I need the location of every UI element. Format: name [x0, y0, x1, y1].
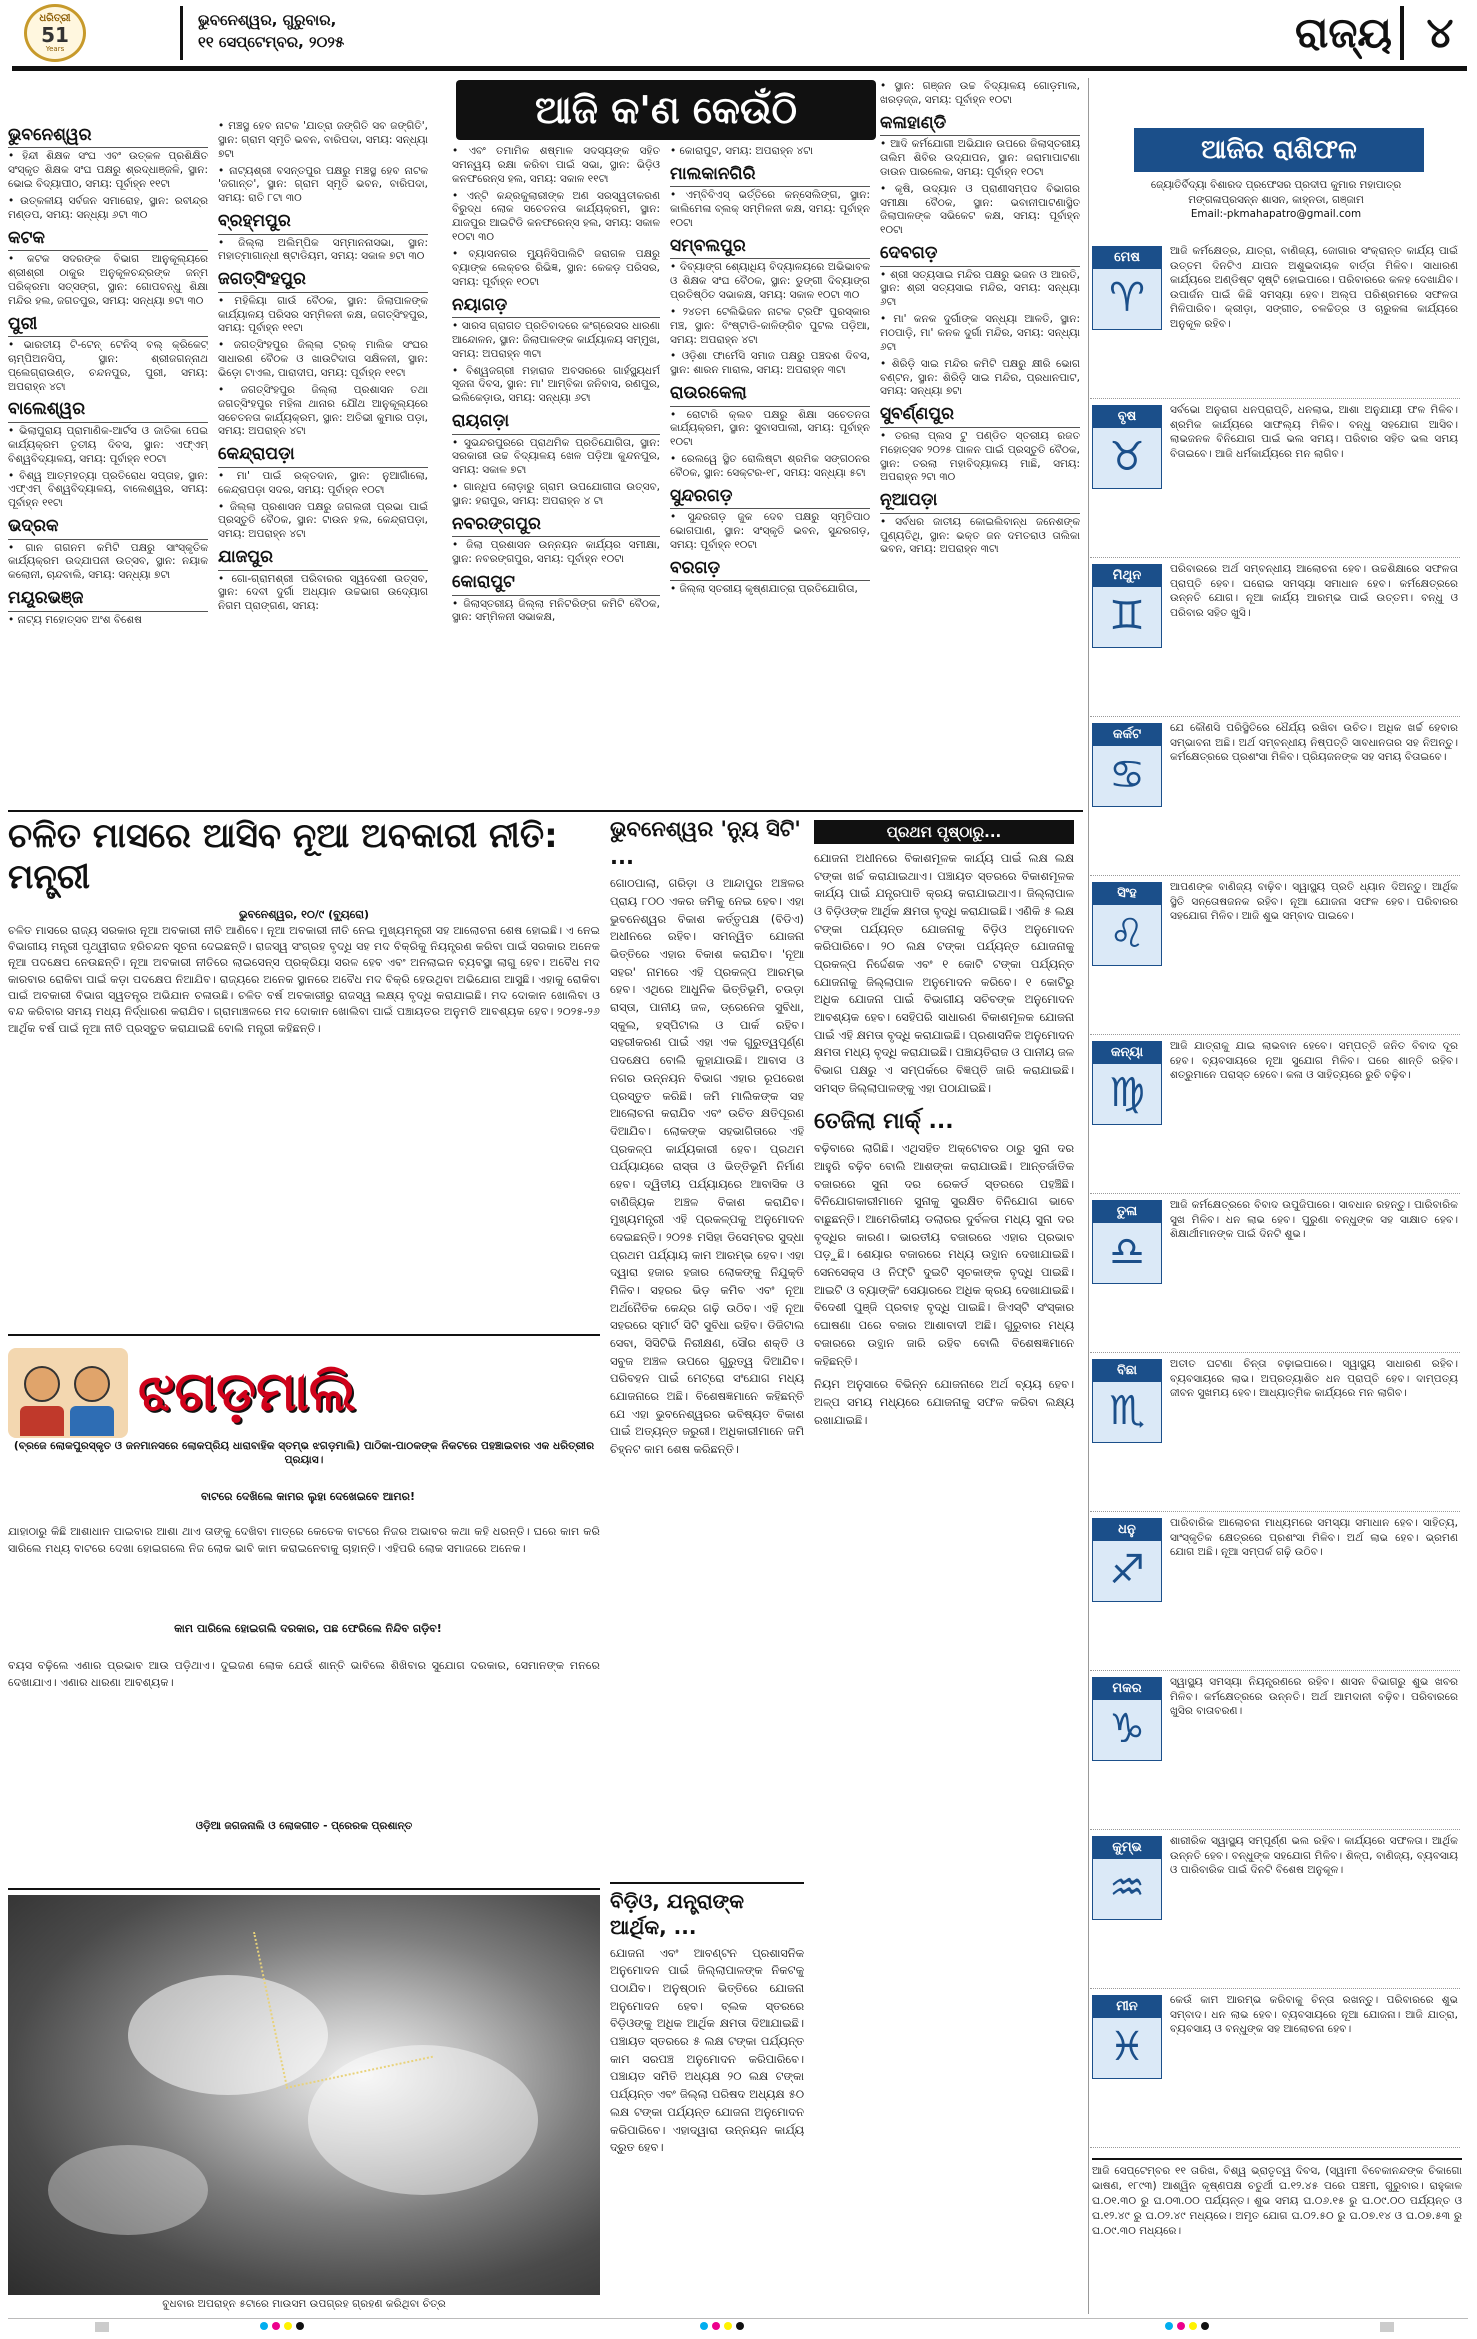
- front-page-continuation: [814, 850, 1074, 2320]
- rashi-name: ମକର: [1093, 1678, 1161, 1700]
- front-page-bar: [814, 820, 1074, 844]
- print-mark: [736, 2322, 744, 2330]
- jhagadamali-credit: ଓଡ଼ିଆ ଜଗଜନାଲି ଓ ଲୋକଗୀତ - ପ୍ରେରକ ପ୍ରଶାନ୍ତ: [195, 1820, 413, 1832]
- district-heading: ଦେବଗଡ଼: [880, 242, 1080, 266]
- event-item: • ମା' କନକ ଦୁର୍ଗାଙ୍କ ସନ୍ଧ୍ୟା ଆଳତି, ସ୍ଥାନ: ମଠପାଡ଼ି, ମା' କନକ ଦୁର୍ଗା ମନ୍ଦିର, ସମୟ: ସନ୍ଧ୍ୟା ୬ଟା: [880, 313, 1080, 355]
- rashi-prediction: କେଉଁ କାମ ଆରମ୍ଭ କରିବାକୁ ଚିନ୍ତା ରଖନ୍ତୁ। ପରିବାରରେ ଶୁଭ ସମ୍ବାଦ। ଧନ ଲାଭ ହେବ। ବ୍ୟବସାୟରେ ନୂଆ ଯୋଜନା। ଆଜି ଯାତ୍ରା, ବ୍ୟବସାୟ ଓ ବନ୍ଧୁଙ୍କ ସହ ଆଲୋଚନା ହେବ।: [1170, 1994, 1458, 2036]
- rashi-badge: [1092, 564, 1162, 648]
- print-mark: [260, 2322, 268, 2330]
- zodiac-icon: ♎: [1109, 1229, 1145, 1275]
- event-item: • ଆଦି କର୍ମଯୋଗୀ ଅଭିଯାନ ଉପରେ ଜିଲାସ୍ତରୀୟ ତାଲିମ ଶିବିର ଉଦ୍‌ଯାପନ, ସ୍ଥାନ: ଜରାମାପାଟଣା ଡାଉନ ପାରଲେକ, ସମୟ: ପୂର୍ବାହ୍ନ ୧୦ଟା: [880, 138, 1080, 180]
- event-item: • ଉତ୍କଳୀୟ ସର୍ବଜନ ସମାରୋହ, ସ୍ଥାନ: ରବୀନ୍ଦ୍ର ମଣ୍ଡପ, ସମୟ: ସନ୍ଧ୍ୟା ୬ଟା ୩୦: [8, 195, 208, 223]
- rule: [610, 1882, 804, 1884]
- rashi-badge: [1092, 1995, 1162, 2079]
- satellite-caption: ବୁଧବାର ଅପରାହ୍ନ ୫ଟାରେ ମାଉସମ ଉପଗ୍ରହ ଗ୍ରହଣ କରିଥିବା ଚିତ୍ର: [162, 2298, 446, 2310]
- satellite-image: [8, 1895, 600, 2295]
- events-banner: ଆଜି କ'ଣ କେଉଁଠି: [456, 80, 876, 140]
- event-item: • ତରଲା ପ୍ଲସ ଟୁ ପଣ୍ଡିତ ସ୍ତରୀୟ ରଜତ ମହୋତ୍ସବ ୨୦୨୫ ପାଳନ ପାଇଁ ପ୍ରସ୍ତୁତି ବୈଠକ, ସ୍ଥାନ: ତରଲା ମହାବିଦ୍ୟାଳୟ ମାଛି, ସମୟ: ଅପରାହ୍ନ ୨ଟା ୩୦: [880, 430, 1080, 485]
- place-day: ଭୁବନେଶ୍ୱର, ଗୁରୁବାର,: [198, 11, 337, 29]
- district-heading: ନବରଙ୍ଗପୁର: [452, 513, 660, 537]
- rashi-prediction: ଆଜି କର୍ମକ୍ଷେତ୍ର, ଯାତ୍ରା, ବାଣିଜ୍ୟ, ଜୋଗାର ସଂକ୍ରାନ୍ତ କାର୍ଯ୍ୟ ପାଇଁ ଉତ୍ତମ ଦିନଟିଏ ଯାପନ ଅଶୁଭଦାୟକ ବାର୍ତ୍ତା ମିଳିବ। ସାଧାରଣ କାର୍ଯ୍ୟରେ ଅଣ୍ଡିଷ୍ଟ ସୃଷ୍ଟି ହୋଇପାରେ। ପରିବାରରେ କଳହ ଦେଖାଯିବ। ଉପାର୍ଜନ ପାଇଁ କିଛି ସମସ୍ୟା ହେବ। ଅଲ୍ପ ପରିଶ୍ରମରେ ସଫଳତା ମିଳିପାରିବ। କ୍ରୀଡ଼ା, ସଙ୍ଗୀତ, ଚଳଚ୍ଚିତ୍ର ଓ ଚାରୁକଳା କାର୍ଯ୍ୟରେ ଅନୁକୂଳ ରହିବ।: [1170, 245, 1458, 331]
- rashi-prediction: ସ୍ୱାସ୍ଥ୍ୟ ସମସ୍ୟା ନିୟନ୍ତ୍ରଣରେ ରହିବ। ଶାସନ ବିଭାଗରୁ ଶୁଭ ଖବର ମିଳିବ। କର୍ମକ୍ଷେତ୍ରରେ ଉନ୍ନତି। ଅର୍ଥ ଆମଦାନୀ ବଢ଼ିବ। ପରିବାରରେ ଖୁସିର ବାତାବରଣ।: [1170, 1676, 1458, 1718]
- event-item: • ବିଶ୍ୱଜଗ୍ରୀ ମହାରାଜ ଅବସରରେ ଗାର୍ହସ୍ଥ୍ୟଧର୍ମ ସୃଜନା ଦିବସ, ସ୍ଥାନ: ମା' ଆମ୍ବିକା ଜନିବାସ, ରଣପୁର, ଇଲିକେଡ଼ାଉ, ସମୟ: ସନ୍ଧ୍ୟା ୬ଟା: [452, 365, 660, 407]
- rashi-entry: [1090, 240, 1460, 399]
- district-heading: ବ୍ରହ୍ମପୁର: [218, 210, 428, 234]
- rashi-prediction: ଆଜି ଯାତ୍ରାକୁ ଯାଇ ଲାଭବାନ ହେବେ। ସମ୍ପତ୍ତି ଜନିତ ବିବାଦ ଦୂର ହେବ। ବ୍ୟବସାୟରେ ନୂଆ ସୁଯୋଗ ମିଳିବ। ଘରେ ଶାନ୍ତି ରହିବ। ଶତ୍ରୁମାନେ ପରାସ୍ତ ହେବେ। କଳା ଓ ସାହିତ୍ୟରେ ରୁଚି ବଢ଼ିବ।: [1170, 1040, 1458, 1082]
- astrologer-credit: [1095, 178, 1457, 236]
- events-column-2: [218, 120, 428, 805]
- print-mark: [1189, 2322, 1197, 2330]
- events-column-5: [880, 80, 1080, 805]
- zodiac-icon: ♑: [1109, 1706, 1145, 1752]
- rule: [8, 1334, 600, 1336]
- rashi-prediction: ଅତୀତ ଘଟଣା ଚିନ୍ତା ବଢ଼ାଇପାରେ। ସ୍ୱାସ୍ଥ୍ୟ ସାଧାରଣ ରହିବ। ବ୍ୟବସାୟରେ ଲାଭ। ଅପ୍ରତ୍ୟାଶିତ ଧନ ପ୍ରାପ୍ତି ହେବ। ଦାମ୍ପତ୍ୟ ଜୀବନ ସୁଖମୟ ହେବ। ଆଧ୍ୟାତ୍ମିକ କାର୍ଯ୍ୟରେ ମନ ଲାଗିବ।: [1170, 1358, 1458, 1400]
- event-item: • ଗୋ-ଗ୍ରାମଶ୍ରୀ ପରିବାରର ସ୍ୱଦେଶୀ ଉତ୍ସବ, ସ୍ଥାନ: ଦେବୀ ଦୁର୍ଗା ଅଧ୍ୟାନ ଉଚ୍ଚଭାଗ ଉଦ୍ୟୋଗ ନିଗମ ପ୍ରାଙ୍ଗଣ, ସମୟ:: [218, 573, 428, 615]
- print-mark: [95, 2322, 109, 2332]
- event-item: • ଗାନ ଗଗନମ କମିଟି ପକ୍ଷରୁ ସାଂସ୍କୃତିକ କାର୍ଯ୍ୟକ୍ରମ ଉଦ୍‌ଯାପନୀ ଉତ୍ସବ, ସ୍ଥାନ: ନୟାକ କଲୋନୀ, ଚାନ୍ଦବାଲି, ସମୟ: ସନ୍ଧ୍ୟା ୭ଟା: [8, 542, 208, 584]
- rashi-badge: [1092, 405, 1162, 489]
- print-mark: [700, 2322, 708, 2330]
- jhagadamali-subhead-1: ବାଟରେ ଦେଖିଲେ କାମର ଲୁହା ଦେଖେଇବେ ଆମର!: [201, 1490, 415, 1503]
- event-item: • ହିନ୍ଦୀ ଶିକ୍ଷକ ସଂଘ ଏବଂ ଉତ୍କଳ ପ୍ରଶିକ୍ଷିତ ସଂସ୍କୃତ ଶିକ୍ଷକ ସଂଘ ପକ୍ଷରୁ ଶ୍ରଦ୍ଧାଞ୍ଜଳି, ସ୍ଥାନ: ଭୋଇ ବିଦ୍ୟାପୀଠ, ସମୟ: ପୂର୍ବାହ୍ନ ୧୧ଟା: [8, 150, 208, 192]
- events-column-1: [8, 120, 208, 805]
- rashi-badge: [1092, 1041, 1162, 1125]
- jhagadamali-logo: ଝଗଡ଼ମାଲି: [138, 1360, 356, 1423]
- event-item: • ଜଗତ୍‌ସିଂହପୁର ଜିଲ୍ଲା ପ୍ରଶାସନ ତଥା ଜଗତ୍‌ସିଂହପୁର ମହିଳା ଥାନାର ଯୌଥ ଆନୁକୂଲ୍ୟରେ ସଚେତନତା କାର୍ଯ୍ୟକ୍ରମ, ସ୍ଥାନ: ଅତିଭୀ କୁମାର ପଡ଼ା, ସମୟ: ଅପରାହ୍ନ ୪ଟା: [218, 384, 428, 439]
- event-item: • ଜିଲାସ୍ତରୀୟ ଜିଲ୍ଲା ମନିଟରିଙ୍ଗ କମିଟି ବୈଠକ, ସ୍ଥାନ: ସମ୍ମିଳନୀ ସଭାକକ୍ଷ,: [452, 598, 660, 626]
- rashi-badge: [1092, 1677, 1162, 1761]
- rashi-prediction: ପରିବାରରେ ଅର୍ଥ ସମ୍ବନ୍ଧୀୟ ଆଲୋଚନା ହେବ। ଉଚ୍ଚଶିକ୍ଷାରେ ସଫଳତା ପ୍ରାପ୍ତି ହେବ। ଘରୋଇ ସମସ୍ୟା ସମାଧାନ ହେବ। କର୍ମକ୍ଷେତ୍ରରେ ଉନ୍ନତି ଯୋଗ। ନୂଆ କାର୍ଯ୍ୟ ଆରମ୍ଭ ପାଇଁ ଉତ୍ତମ। ବନ୍ଧୁ ଓ ପରିବାର ସହିତ ଖୁସି।: [1170, 563, 1458, 619]
- print-mark: [296, 2322, 304, 2330]
- rashi-entry: [1090, 1989, 1460, 2148]
- district-heading: ଭୁବନେଶ୍ୱର: [8, 124, 208, 148]
- front-page-label: ପ୍ରଥମ ପୃଷ୍ଠାରୁ...: [814, 820, 1074, 844]
- rashi-prediction: ଯେ କୌଣସି ପରିସ୍ଥିତିରେ ଧୈର୍ଯ୍ୟ ରଖିବା ଉଚିତ। ଅଧିକ ଖର୍ଚ୍ଚ ହେବାର ସମ୍ଭାବନା ଅଛି। ଅର୍ଥ ସମ୍ବନ୍ଧୀୟ ନିଷ୍ପତ୍ତି ସାବଧାନତାର ସହ ନିଅନ୍ତୁ। କର୍ମକ୍ଷେତ୍ରରେ ପ୍ରଶଂସା ମିଳିବ। ପ୍ରିୟଜନଙ୍କ ସହ ସମୟ ବିତାଇବେ।: [1170, 722, 1458, 764]
- event-item: • ମଞ୍ଚସ୍ଥ ହେବ ନାଟକ 'ଯାତ୍ରା ଜଙ୍ଗିତି ସବ ଜଙ୍ଗିତି', ସ୍ଥାନ: ଗ୍ରାମ ସ୍ମୃତି ଭବନ, ବାରିପଦା, ସମୟ: ସନ୍ଧ୍ୟା ୭ଟା: [218, 120, 428, 162]
- rashi-badge: [1092, 246, 1162, 330]
- print-mark: [272, 2322, 280, 2330]
- zodiac-icon: ♊: [1109, 593, 1145, 639]
- event-item: • ନାଟ୍ୟଶ୍ରୀ ବସନ୍ତପୁର ପକ୍ଷରୁ ମଞ୍ଚସ୍ଥ ହେବ ନାଟକ 'ଜଗାନ୍ତ', ସ୍ଥାନ: ଗ୍ରାମ ସ୍ମୃତି ଭବନ, ବାରିପଦା, ସମୟ: ରାତି ୮ଟା ୩୦: [218, 165, 428, 207]
- rashi-prediction: ପାରିବାରିକ ଆଲୋଚନା ମାଧ୍ୟମରେ ସମସ୍ୟା ସମାଧାନ ହେବ। ସାହିତ୍ୟ, ସାଂସ୍କୃତିକ କ୍ଷେତ୍ରରେ ପ୍ରଶଂସା ମିଳିବ। ଅର୍ଥ ଲାଭ ହେବ। ଭ୍ରମଣ ଯୋଗ ଅଛି। ନୂଆ ସମ୍ପର୍କ ଗଢ଼ି ଉଠିବ।: [1170, 1517, 1458, 1559]
- headline: ଚଳିତ ମାସରେ ଆସିବ ନୂଆ ଅବକାରୀ ନୀତି: ମନ୍ତ୍ରୀ: [8, 816, 558, 897]
- event-item: • ସୁଭନ୍ଦରପୁରରେ ପ୍ରାଥମିକ ପ୍ରତିଯୋଗିତା, ସ୍ଥାନ: ସରକାରୀ ଉଚ୍ଚ ବିଦ୍ୟାଳୟ ଖେଳ ପଡ଼ିଆ କୁନ୍ଦନପୁର, ସମୟ: ସକାଳ ୭ଟା: [452, 437, 660, 479]
- print-mark: [724, 2322, 732, 2330]
- article-new-city: [610, 816, 804, 1880]
- zodiac-icon: ♏: [1109, 1388, 1145, 1434]
- dateline: [198, 10, 448, 60]
- issue-date: ୧୧ ସେପ୍ଟେମ୍ବର, ୨୦୨୫: [198, 32, 345, 51]
- event-item: • ସୁନ୍ଦରଗଡ଼ ଜୁକ ଦେବ ପକ୍ଷରୁ ସ୍ମୃତିପାଠ ଭୋଗପାଣ, ସ୍ଥାନ: ସଂସ୍କୃତି ଭବନ, ସୁନ୍ଦରଗଡ଼, ସମୟ: ପୂର୍ବାହ୍ନ ୧୦ଟା: [670, 511, 870, 553]
- rashi-entry: [1090, 1035, 1460, 1194]
- zodiac-icon: ♌: [1109, 911, 1145, 957]
- rashi-name: କନ୍ୟା: [1093, 1042, 1161, 1064]
- rashi-name: ତୁଳା: [1093, 1201, 1161, 1223]
- event-item: • ଗାନ୍ଧିପ ଲୋଡ଼ାରୁ ଗ୍ରାମ ଉପଯୋଗୀତା ଉତ୍ସବ, ସ୍ଥାନ: ହରାପୁର, ସମୟ: ଅପରାହ୍ନ ୪ ଟା: [452, 481, 660, 509]
- subheadline: ତେଜିଲା ମାର୍କ୍ ...: [814, 1109, 954, 1135]
- article-text: ଚଳିତ ମାସରେ ରାଜ୍ୟ ସରକାର ନୂଆ ଅବକାରୀ ନୀତି ଆଣିବେ। ନୂଆ ଅବକାରୀ ନୀତି ନେଇ ମୁଖ୍ୟମନ୍ତ୍ରୀ ସହ ଆଲୋଚନା ଶେଷ ହୋଇଛି। ଏ ନେଇ ବିଭାଗୀୟ ମନ୍ତ୍ରୀ ପୃଥ୍ୱୀରାଜ ହରିଚନ୍ଦନ ସୂଚନା ଦେଇଛନ୍ତି। ରାଜସ୍ୱ ସଂଗ୍ରହ ବୃଦ୍ଧି ସହ ମଦ ବିକ୍ରିକୁ ନିୟନ୍ତ୍ରଣ କରିବା ପାଇଁ ସରକାର ଅନେକ ନୂଆ ପଦକ୍ଷେପ ନେଉଛନ୍ତି। ନୂଆ ଅବକାରୀ ନୀତିରେ ଲାଇସେନ୍ସ ପ୍ରକ୍ରିୟା ସରଳ ହେବ ଏବଂ ଅନଲାଇନ ବ୍ୟବସ୍ଥା ଲାଗୁ ହେବ। ଅବୈଧ ମଦ କାରବାର ରୋକିବା ପାଇଁ କଡ଼ା ପଦକ୍ଷେପ ନିଆଯିବ। ରାଜ୍ୟରେ ଅନେକ ସ୍ଥାନରେ ଅବୈଧ ମଦ ବିକ୍ରି ହେଉଥିବା ଅଭିଯୋଗ ଆସୁଛି। ଏହାକୁ ରୋକିବା ପାଇଁ ଅବକାରୀ ବିଭାଗ ସ୍ୱତନ୍ତ୍ର ଅଭିଯାନ ଚଳାଉଛି। ଚଳିତ ବର୍ଷ ଅବକାରୀରୁ ରାଜସ୍ୱ ଲକ୍ଷ୍ୟ ବୃଦ୍ଧି କରାଯାଇଛି। ମଦ ଦୋକାନ ଖୋଲିବା ଓ ବନ୍ଦ କରିବାର ସମୟ ମଧ୍ୟ ନିର୍ଦ୍ଧାରଣ କରାଯିବ। ଗ୍ରାମାଞ୍ଚଳରେ ମଦ ଦୋକାନ ଖୋଲିବା ପାଇଁ ପଞ୍ଚାୟତର ଅନୁମତି ଆବଶ୍ୟକ ହେବ। ୨୦୨୫-୨୬ ଆର୍ଥିକ ବର୍ଷ ପାଇଁ ନୂଆ ନୀତି ପ୍ରସ୍ତୁତ କରାଯାଇଛି ବୋଲି ମନ୍ତ୍ରୀ କହିଛନ୍ତି।: [8, 923, 600, 1035]
- jhagadamali-subhead-2: କାମ ପାରିଲେ ହୋଇଗଲି ଦରକାର, ପଛ ଫେରିଲେ ନିନ୍ଦିବ ଗଡ଼ିବ!: [174, 1622, 442, 1635]
- event-item: • ଏବଂ ତମାମିକ ଶଷ୍ମାଳ ସଦସ୍ୟଙ୍କ ସହିତ ସମନ୍ୱୟ ରକ୍ଷା କରିବା ପାଇଁ ସଭା, ସ୍ଥାନ: ଭିଡ଼ିଓ କନଫରେନ୍ସ ହଲ, ସମୟ: ସକାଳ ୧୧ଟା: [452, 145, 660, 187]
- district-heading: କେନ୍ଦ୍ରାପଡ଼ା: [218, 443, 428, 467]
- rashi-name: କୁମ୍ଭ: [1093, 1837, 1161, 1859]
- event-item: • କୃଷି, ଉଦ୍ୟାନ ଓ ପ୍ରାଣୀସମ୍ପଦ ବିଭାଗର ସମୀକ୍ଷା ବୈଠକ, ସ୍ଥାନ: ଭବାନୀପାଟଣାସ୍ଥିତ ଜିଲାପାଳଙ୍କ ସଭିକେଟ କକ୍ଷ, ସମୟ: ପୂର୍ବାହ୍ନ ୧୦ଟା: [880, 183, 1080, 238]
- rashi-name: ଧନୁ: [1093, 1519, 1161, 1541]
- rashi-badge: [1092, 1200, 1162, 1284]
- event-item: • ସର୍ବଧର ଜାତୀୟ କୋଇଲିବାନ୍ଧ ଜନେଶଙ୍କ ପୁଣ୍ୟତିଥି, ସ୍ଥାନ: ଭକ୍ତ ଜନ ଦମତରାଓ ତାଲିକା ଭବନ, ସମୟ: ଅପରାହ୍ନ ୩ଟା: [880, 516, 1080, 558]
- district-heading: ନୂଆପଡ଼ା: [880, 489, 1080, 513]
- district-heading: ରାୟଗଡ଼ା: [452, 410, 660, 434]
- rashi-badge: [1092, 1836, 1162, 1920]
- dateline: ଭୁବନେଶ୍ୱର, ୧୦/୯ (ବ୍ୟୁରୋ): [239, 908, 369, 921]
- article-text: ନିୟମ ଅନୁସାରେ ବିଭିନ୍ନ ଯୋଜନାରେ ଅର୍ଥ ବ୍ୟୟ ହେବ। ଅଳ୍ପ ସମୟ ମଧ୍ୟରେ ଯୋଜନାକୁ ସଫଳ କରିବା ଲକ୍ଷ୍ୟ ରଖାଯାଇଛି।: [814, 1377, 1074, 1427]
- district-heading: ରାଉରକେଲା: [670, 382, 870, 406]
- district-heading: ଯାଜପୁର: [218, 546, 428, 570]
- event-item: • ଶ୍ରୀ ସତ୍ୟସାଇ ମନ୍ଦିର ପକ୍ଷରୁ ଭଜନ ଓ ଆରତି, ସ୍ଥାନ: ଶ୍ରୀ ସତ୍ୟସାଇ ମନ୍ଦିର, ସମୟ: ସନ୍ଧ୍ୟା ୬ଟା: [880, 269, 1080, 311]
- zodiac-icon: ♋: [1109, 752, 1145, 798]
- article-text: ଗୋଠପାଲା, ଗରିଡ଼ା ଓ ଆନ୍ଦାପୁର ଅଞ୍ଚଳର ପ୍ରାୟ ୮୦୦ ଏକର ଜମିକୁ ନେଇ ହେବ। ଏହା ଭୁବନେଶ୍ୱର ବିକାଶ କର୍ତ୍ତୃପକ୍ଷ (ବିଡିଏ) ଅଧୀନରେ ରହିବ। ସମନ୍ୱିତ ଯୋଜନା ଭିତ୍ତିରେ ଏହାର ବିକାଶ କରାଯିବ। 'ନୂଆ ସହର' ନାମରେ ଏହି ପ୍ରକଳ୍ପ ଆରମ୍ଭ ହେବ। ଏଥିରେ ଆଧୁନିକ ଭିତ୍ତିଭୂମି, ଚଉଡ଼ା ରାସ୍ତା, ପାନୀୟ ଜଳ, ଡ୍ରେନେଜ ସୁବିଧା, ସ୍କୁଲ, ହସ୍ପିଟାଲ ଓ ପାର୍କ ରହିବ। ସହରୀକରଣ ପାଇଁ ଏହା ଏକ ଗୁରୁତ୍ୱପୂର୍ଣ୍ଣ ପଦକ୍ଷେପ ବୋଲି କୁହାଯାଉଛି। ଆବାସ ଓ ନଗର ଉନ୍ନୟନ ବିଭାଗ ଏହାର ରୂପରେଖ ପ୍ରସ୍ତୁତ କରିଛି। ଜମି ମାଲିକଙ୍କ ସହ ଆଲୋଚନା କରାଯିବ ଏବଂ ଉଚିତ କ୍ଷତିପୂରଣ ଦିଆଯିବ। ଲୋକଙ୍କ ସହଭାଗିତାରେ ଏହି ପ୍ରକଳ୍ପ କାର୍ଯ୍ୟକାରୀ ହେବ। ପ୍ରଥମ ପର୍ଯ୍ୟାୟରେ ରାସ୍ତା ଓ ଭିତ୍ତିଭୂମି ନିର୍ମାଣ ହେବ। ଦ୍ୱିତୀୟ ପର୍ଯ୍ୟାୟରେ ଆବାସିକ ଓ ବାଣିଜ୍ୟିକ ଅଞ୍ଚଳ ବିକାଶ କରାଯିବ। ମୁଖ୍ୟମନ୍ତ୍ରୀ ଏହି ପ୍ରକଳ୍ପକୁ ଅନୁମୋଦନ ଦେଇଛନ୍ତି। ୨୦୨୫ ମସିହା ଡିସେମ୍ବର ସୁଦ୍ଧା ପ୍ରଥମ ପର୍ଯ୍ୟାୟ କାମ ଆରମ୍ଭ ହେବ। ଏହା ଦ୍ୱାରା ହଜାର ହଜାର ଲୋକଙ୍କୁ ନିଯୁକ୍ତି ମିଳିବ। ସହରର ଭିଡ଼ କମିବ ଏବଂ ନୂଆ ଅର୍ଥନୈତିକ କେନ୍ଦ୍ର ଗଢ଼ି ଉଠିବ। ଏହି ନୂଆ ସହରରେ ସ୍ମାର୍ଟ ସିଟି ସୁବିଧା ରହିବ। ଡିଜିଟାଲ ସେବା, ସିସିଟିଭି ନିରୀକ୍ଷଣ, ସୌର ଶକ୍ତି ଓ ସବୁଜ ଅଞ୍ଚଳ ଉପରେ ଗୁରୁତ୍ୱ ଦିଆଯିବ। ପରିବହନ ପାଇଁ ମେଟ୍ରୋ ସଂଯୋଗ ମଧ୍ୟ ଯୋଜନାରେ ଅଛି। ବିଶେଷଜ୍ଞମାନେ କହିଛନ୍ତି ଯେ ଏହା ଭୁବନେଶ୍ୱରର ଭବିଷ୍ୟତ ବିକାଶ ପାଇଁ ଅତ୍ୟନ୍ତ ଜରୁରୀ। ଅଧିକାରୀମାନେ ଜମି ଚିହ୍ନଟ କାମ ଶେଷ କରିଛନ୍ତି।: [610, 876, 804, 1456]
- event-item: • ୨୪ତମ ଟେଲିଭିଜନ ନାଟକ ଟ୍ରଫି ପୁରସ୍କାର ମଞ୍ଚ, ସ୍ଥାନ: ବିଂଷ୍ଟାଡି-କାଳିଙ୍ଗିବ ପୁଟଲ ପଡ଼ିଆ, ସମୟ: ଅପରାହ୍ନ ୪ଟା: [670, 306, 870, 348]
- page-number: ୪: [1426, 8, 1454, 57]
- district-heading: ପୁରୀ: [8, 313, 208, 337]
- event-item: • ବ୍ୟାସନଗର ମ୍ୟୁନିସିପାଲିଟି ଜରାଗଳ ପକ୍ଷରୁ ବ୍ୟାଙ୍କ ଲେକ୍ଚର ରିଭିଜ୍ଞ, ସ୍ଥାନ: କେକଡ଼ ପରିସର, ସମୟ: ପୂର୍ବାହ୍ନ ୧୦ଟା: [452, 248, 660, 290]
- district-heading: ମୟୂରଭଞ୍ଜ: [8, 587, 208, 611]
- event-item: • କୋରାପୁଟ, ସମୟ: ଅପରାହ୍ନ ୪ଟା: [670, 145, 870, 159]
- event-item: • ବିଶ୍ୱ ଆତ୍ମହତ୍ୟା ପ୍ରତିରୋଧ ସପ୍ତାହ, ସ୍ଥାନ: ଏଫ୍‌ଏମ୍ ବିଶ୍ୱବିଦ୍ୟାଳୟ, ବାଲେଶ୍ୱର, ସମୟ: ପୂର୍ବାହ୍ନ ୧୧ଟା: [8, 470, 208, 512]
- event-item: • ଜିଲ୍ଲା ପ୍ରଶାସନ ପକ୍ଷରୁ ଜଗଲଜୀ ପ୍ରଭା ପାଇଁ ପ୍ରସ୍ତୁତି ବୈଠକ, ସ୍ଥାନ: ଟାଉନ ହଲ, କେନ୍ଦ୍ରାପଡ଼ା, ସମୟ: ଅପରାହ୍ନ ୪ଟା: [218, 501, 428, 543]
- rashi-entry: [1090, 1194, 1460, 1353]
- print-mark: [1165, 2322, 1173, 2330]
- event-item: • ମା' ପାଇଁ ରକ୍ତଦାନ, ସ୍ଥାନ: ନୁଆଗାଁଲୋ, କେନ୍ଦ୍ରାପଡ଼ା ସଦର, ସମୟ: ପୂର୍ବାହ୍ନ ୧୦ଟା: [218, 470, 428, 498]
- print-mark: [1380, 2322, 1394, 2332]
- event-item: • ଓଡ଼ିଶା ଫାର୍ମେସି ସମାଜ ପକ୍ଷରୁ ପଞ୍ଚଦଶ ଦିବସ, ସ୍ଥାନ: ଶାରନ ମାରାଲ, ସମୟ: ଅପରାହ୍ନ ୩ଟା: [670, 350, 870, 378]
- article-text: ଯୋଜନା ଅଧୀନରେ ବିକାଶମୂଳକ କାର୍ଯ୍ୟ ପାଇଁ ଲକ୍ଷ ଲକ୍ଷ ଟଙ୍କା ଖର୍ଚ୍ଚ କରାଯାଇଥାଏ। ପଞ୍ଚାୟତ ସ୍ତରରେ ବିକାଶମୂଳକ କାର୍ଯ୍ୟ ପାଇଁ ଯନ୍ତ୍ରପାତି କ୍ରୟ କରାଯାଇଥାଏ। ଜିଲ୍ଲାପାଳ ଓ ବିଡ଼ିଓଙ୍କ ଆର୍ଥିକ କ୍ଷମତା ବୃଦ୍ଧି କରାଯାଇଛି। ଏଣିକି ୫ ଲକ୍ଷ ଟଙ୍କା ପର୍ଯ୍ୟନ୍ତ ଯୋଜନାକୁ ବିଡ଼ିଓ ଅନୁମୋଦନ କରିପାରିବେ। ୨୦ ଲକ୍ଷ ଟଙ୍କା ପର୍ଯ୍ୟନ୍ତ ଯୋଜନାକୁ ପ୍ରକଳ୍ପ ନିର୍ଦ୍ଦେଶକ ଏବଂ ୧ କୋଟି ଟଙ୍କା ପର୍ଯ୍ୟନ୍ତ ଯୋଜନାକୁ ଜିଲ୍ଲାପାଳ ଅନୁମୋଦନ କରିବେ। ୧ କୋଟିରୁ ଅଧିକ ଯୋଜନା ପାଇଁ ବିଭାଗୀୟ ସଚିବଙ୍କ ଅନୁମୋଦନ ଆବଶ୍ୟକ ହେବ। ସେହିପରି ସାଧାରଣ ବିକାଶମୂଳକ ଯୋଜନା ପାଇଁ ଏହି କ୍ଷମତା ବୃଦ୍ଧି କରାଯାଇଛି। ପ୍ରଶାସନିକ ଅନୁମୋଦନ କ୍ଷମତା ମଧ୍ୟ ବୃଦ୍ଧି କରାଯାଇଛି। ପଞ୍ଚାୟତିରାଜ ଓ ପାନୀୟ ଜଳ ବିଭାଗ ପକ୍ଷରୁ ଏ ସମ୍ପର୍କରେ ବିଜ୍ଞପ୍ତି ଜାରି କରାଯାଇଛି। ସମସ୍ତ ଜିଲ୍ଲାପାଳଙ୍କୁ ଏହା ପଠାଯାଇଛି।: [814, 851, 1074, 1095]
- district-heading: ମାଲକାନଗିରି: [670, 163, 870, 187]
- rashi-prediction: ଆଜି କର୍ମକ୍ଷେତ୍ରରେ ବିବାଦ ଉପୁଜିପାରେ। ସାବଧାନ ରହନ୍ତୁ। ପାରିବାରିକ ସୁଖ ମିଳିବ। ଧନ ଲାଭ ହେବ। ପୁରୁଣା ବନ୍ଧୁଙ୍କ ସହ ସାକ୍ଷାତ ହେବ। ଶିକ୍ଷାର୍ଥୀମାନଙ୍କ ପାଇଁ ଦିନଟି ଶୁଭ।: [1170, 1199, 1458, 1241]
- rashi-name: ମୀନ: [1093, 1996, 1161, 2018]
- events-column-3: [452, 145, 660, 805]
- rashi-entry: [1090, 558, 1460, 717]
- rashi-badge: [1092, 1359, 1162, 1443]
- rashi-badge: [1092, 723, 1162, 807]
- article-bdo-powers: [610, 1888, 804, 2318]
- anniversary-badge: [12, 4, 98, 64]
- event-item: • ଜଗତ୍‌ସିଂହପୁର ଜିଲ୍ଲା ଟ୍ରକ୍ ମାଲିକ ସଂଘର ସାଧାରଣ ବୈଠକ ଓ ଖାଉଟିଦାତା ସକ୍ଷିଳନୀ, ସ୍ଥାନ: ଭିଡ଼ୋ ଟାଏଲ, ପାରାଦୀପ, ସମୟ: ପୂର୍ବାହ୍ନ ୧୧ଟା: [218, 339, 428, 381]
- astrologer-email: Email:-pkmahapatro@gmail.com: [1190, 208, 1362, 221]
- district-heading: ନୟାଗଡ଼: [452, 294, 660, 318]
- rashi-badge: [1092, 1518, 1162, 1602]
- section-name: ରାଜ୍ୟ: [1294, 8, 1392, 57]
- event-item: • ଜିଲ୍ଲା ଅଲିମ୍ପିକ ସମ୍ମାନନାସଭା, ସ୍ଥାନ: ମହାତ୍ମାଗାନ୍ଧୀ ଷ୍ଟାଡିୟମ, ସମୟ: ସକାଳ ୭ଟା ୩୦: [218, 237, 428, 265]
- rashi-entry: [1090, 1353, 1460, 1512]
- section-divider: [1400, 6, 1404, 60]
- bottom-rule: [8, 2318, 1468, 2319]
- district-heading: ଭଦ୍ରକ: [8, 515, 208, 539]
- rashi-name: ବୃଷ: [1093, 406, 1161, 428]
- brand-name: ଧରିତ୍ରୀ: [39, 13, 71, 24]
- rashi-entry: [1090, 1830, 1460, 1989]
- cartoon-illustration: [8, 1348, 128, 1438]
- rashi-prediction: ସର୍ବଭୋ ଅନୁରାଗ ଧନପ୍ରାପ୍ତି, ଧନଲାଭ, ଆଶା ଅନୁଯାୟୀ ଫଳ ମିଳିବ। ଶ୍ରମିକ କାର୍ଯ୍ୟରେ ସାଫଲ୍ୟ ମିଳିବ। ବନ୍ଧୁ ସହଯୋଗ ଆସିବ। ଲାଭଜନକ ବିନିଯୋଗ ପାଇଁ ଭଲ ସମୟ। ପରିବାର ସହିତ ଭଲ ସମୟ ବିତାଇବେ। ଆଜି ଧର୍ମକାର୍ଯ୍ୟରେ ମନ ଲାଗିବ।: [1170, 404, 1458, 460]
- rashifal-title: ଆଜିର ରାଶିଫଳ: [1134, 128, 1424, 172]
- district-heading: କଳାହାଣ୍ଡି: [880, 112, 1080, 136]
- rashi-entry: [1090, 717, 1460, 876]
- event-item: • ନାଟ୍ୟ ମହୋତ୍ସବ ଅଂଶ ବିଶେଷ: [8, 614, 208, 628]
- anniversary-number: 51: [41, 23, 69, 48]
- district-heading: ସୁନ୍ଦରଗଡ଼: [670, 485, 870, 509]
- rashi-prediction: ଶାରୀରିକ ସ୍ୱାସ୍ଥ୍ୟ ସମ୍ପୂର୍ଣ୍ଣ ଭଲ ରହିବ। କାର୍ଯ୍ୟରେ ସଫଳତା। ଆର୍ଥିକ ଉନ୍ନତି ହେବ। ବନ୍ଧୁଙ୍କ ସହଯୋଗ ମିଳିବ। ଶିଳ୍ପ, ବାଣିଜ୍ୟ, ବ୍ୟବସାୟ ଓ ପାରିବାରିକ ପାଇଁ ଦିନଟି ବିଶେଷ ଅନୁକୂଳ।: [1170, 1835, 1458, 1877]
- article-excise-body: [8, 908, 600, 1328]
- event-item: • ସ୍ଥାନ: ଗଞ୍ଜନ ଉଚ୍ଚ ବିଦ୍ୟାଳୟ ଗୋଡ଼ମାଲ, ଖରଡ଼ଜ୍ଜ, ସମୟ: ପୂର୍ବାହ୍ନ ୧୦ଟା: [880, 80, 1080, 108]
- event-item: • ଜିଲା ପ୍ରଶାସନ ଉନ୍ନୟନ କାର୍ଯ୍ୟର ସମୀକ୍ଷା, ସ୍ଥାନ: ନବରଙ୍ଗପୁର, ସମୟ: ପୂର୍ବାହ୍ନ ୧୦ଟା: [452, 539, 660, 567]
- print-mark: [1177, 2322, 1185, 2330]
- event-item: • ଜିଲ୍ଲା ସ୍ତରୀୟ କୃଷ୍ଣଯାତ୍ରା ପ୍ରତିଯୋଗିତା,: [670, 583, 870, 597]
- event-item: • ସାରସ ଗ୍ରାଗତ ପ୍ରତିବାଦରେ କଂଗ୍ରେସର ଧାରଣା ଆନ୍ଦୋଳନ, ସ୍ଥାନ: ଜିଲାପାଳଙ୍କ କାର୍ଯ୍ୟାଳୟ ସମ୍ମୁଖ, ସମୟ: ଅପରାହ୍ନ ୩ଟା: [452, 320, 660, 362]
- headline: ବିଡ଼ିଓ, ଯନ୍ତ୍ରାଙ୍କ ଆର୍ଥିକ, ...: [610, 1889, 744, 1940]
- event-item: • ଏମ୍‌ବିବିଏସ୍ ଭର୍ତ୍ତିରେ କନ୍ସେଲିଙ୍ଗ, ସ୍ଥାନ: କାଲିମେଳା ବ୍ଲକ୍ ସମ୍ମିଳନୀ କକ୍ଷ, ସମୟ: ପୂର୍ବାହ୍ନ ୧୦ଟା: [670, 189, 870, 231]
- print-mark: [284, 2322, 292, 2330]
- rashi-name: ମେଷ: [1093, 247, 1161, 269]
- jhagadamali-column: [8, 1340, 600, 1840]
- article-text: ବଢ଼ିବାରେ ଲାଗିଛି। ଏଥିସହିତ ଅକ୍ଟୋବର ଠାରୁ ସୁନା ଦର ଆହୁରି ବଢ଼ିବ ବୋଲି ଆଶଙ୍କା କରାଯାଉଛି। ଆନ୍ତର୍ଜାତିକ ବଜାରରେ ସୁନା ଦର ରେକର୍ଡ ସ୍ତରରେ ପହଞ୍ଚିଛି। ବିନିଯୋଗକାରୀମାନେ ସୁନାକୁ ସୁରକ୍ଷିତ ବିନିଯୋଗ ଭାବେ ବାଛୁଛନ୍ତି। ଆମେରିକୀୟ ଡଲାରର ଦୁର୍ବଳତା ମଧ୍ୟ ସୁନା ଦର ବୃଦ୍ଧିର କାରଣ। ଭାରତୀୟ ବଜାରରେ ଏହାର ପ୍ରଭାବ ପଡ଼ୁଛି। ଶେୟାର ବଜାରରେ ମଧ୍ୟ ଉତ୍ଥାନ ଦେଖାଯାଇଛି। ସେନସେକ୍ସ ଓ ନିଫ୍ଟି ଦୁଇଟି ସୂଚକାଙ୍କ ବୃଦ୍ଧି ପାଇଛି। ଆଇଟି ଓ ବ୍ୟାଙ୍କିଂ ସେୟାରରେ ଅଧିକ କ୍ରୟ ଦେଖାଯାଇଛି। ବିଦେଶୀ ପୁଞ୍ଜି ପ୍ରବାହ ବୃଦ୍ଧି ପାଇଛି। ଜିଏସ୍‌ଟି ସଂସ୍କାର ଘୋଷଣା ପରେ ବଜାର ଆଶାବାଦୀ ଅଛି। ଗୁରୁବାର ମଧ୍ୟ ବଜାରରେ ଉତ୍ଥାନ ଜାରି ରହିବ ବୋଲି ବିଶେଷଜ୍ଞମାନେ କହିଛନ୍ତି।: [814, 1141, 1074, 1368]
- zodiac-icon: ♍: [1109, 1070, 1145, 1116]
- event-item: • ଭିଲାପୁରାୟ ପ୍ରାମାଣିକ-ଆର୍ଟସ ଓ ଜାତିକା ପେଇ କାର୍ଯ୍ୟକ୍ରମ ତୃତୀୟ ଦିବସ, ସ୍ଥାନ: ଏଫ୍‌ଏମ୍ ବିଶ୍ୱବିଦ୍ୟାଳୟ, ସମୟ: ପୂର୍ବାହ୍ନ ୧୦ଟା: [8, 425, 208, 467]
- zodiac-icon: ♉: [1109, 434, 1145, 480]
- anniversary-years: Years: [45, 45, 65, 54]
- panjika-footer: ଆଜି ସେପ୍ଟେମ୍ବର ୧୧ ତାରିଖ, ବିଶ୍ୱ ଭ୍ରାତୃତ୍ୱ ଦିବସ, (ସ୍ୱାମୀ ବିବେକାନନ୍ଦଙ୍କ ଚିକାଗୋ ଭାଷଣ, ୧୮୯୩) ଆଶ୍ୱିନ କୃଷ୍ଣପକ୍ଷ ଚତୁର୍ଥୀ ଘ.୧୨.୪୫ ପରେ ପଞ୍ଚମୀ, ଗୁରୁବାର। ରାହୁକାଳ ଘ.୦୧.୩୦ ରୁ ଘ.୦୩.୦୦ ପର୍ଯ୍ୟନ୍ତ। ଶୁଭ ସମୟ ଘ.୦୬.୧୫ ରୁ ଘ.୦୯.୦୦ ପର୍ଯ୍ୟନ୍ତ ଓ ଘ.୧୨.୪୯ ରୁ ଘ.୦୨.୪୯ ମଧ୍ୟରେ। ଅମୃତ ଯୋଗ ଘ.୦୨.୫୦ ରୁ ଘ.୦୭.୧୪ ଓ ଘ.୦୭.୫୩ ରୁ ଘ.୦୯.୩୦ ମଧ୍ୟରେ।: [1092, 2158, 1462, 2308]
- district-heading: ସମ୍ବଲପୁର: [670, 235, 870, 259]
- jhagadamali-text-1: ଯାହାଠାରୁ କିଛି ଆଶାଧାନ ପାଇବାର ଆଶା ଥାଏ ତାଙ୍କୁ ଦେଖିବା ମାତ୍ରେ କେତେକ ବାଟରେ ନିଜର ଅଭାବର କଥା କହି ଧରନ୍ତି। ଘରେ କାମ କରି ସାରିଲେ ମଧ୍ୟ ବାଟରେ ଦେଖା ହୋଇଗଲେ ନିଜ ଲୋକ ଭାବି କାମ କରାଇନେବାକୁ ଚାହାନ୍ତି। ଏହିପରି ଲୋକ ସମାଜରେ ଅନେକ।: [8, 1525, 600, 1555]
- masthead-rule: [12, 66, 1467, 71]
- event-item: • ଦିବ୍ୟାଙ୍ଗ ଶ୍ୟୋଧିୟ ବିଦ୍ୟାଳୟରେ ଅଭିଭାବକ ଓ ଶିକ୍ଷକ ସଂଘ ବୈଠକ, ସ୍ଥାନ: ଡୁଙ୍ଗୀ ଦିବ୍ୟାଙ୍ଗ ପ୍ରତିଷ୍ଠିତ ସଭାକକ୍ଷ, ସମୟ: ସକାଳ ୧୦ଟା ୩୦: [670, 261, 870, 303]
- event-item: • ଶିରିଡ଼ି ସାଇ ମନ୍ଦିର କମିଟି ପକ୍ଷରୁ କ୍ଷୀରି ଭୋଗ ବଣ୍ଟନ, ସ୍ଥାନ: ଶିରିଡ଼ି ସାଇ ମନ୍ଦିର, ପ୍ରଧାନପାଟ, ସମୟ: ସନ୍ଧ୍ୟା ୭ଟା: [880, 358, 1080, 400]
- events-bottom-rule: [8, 810, 1083, 812]
- rashi-prediction: ଆପଣଙ୍କ ବାଣିଜ୍ୟ ବାଢ଼ିବ। ସ୍ୱାସ୍ଥ୍ୟ ପ୍ରତି ଧ୍ୟାନ ଦିଅନ୍ତୁ। ଆର୍ଥିକ ସ୍ଥିତି ସନ୍ତୋଷଜନକ ରହିବ। ନୂଆ ଯୋଜନା ସଫଳ ହେବ। ପରିବାରର ସହଯୋଗ ମିଳିବ। ଆଜି ଶୁଭ ସମ୍ବାଦ ପାଇବେ।: [1170, 881, 1458, 923]
- district-heading: ସୁବର୍ଣ୍ଣପୁର: [880, 403, 1080, 427]
- jhagadamali-tagline: (ବ୍ରଜେ ଲୋକପୁରସ୍କୃତ ଓ ଜନମାନସରେ ଲୋକପ୍ରିୟ ଧାରାବାହିକ ସ୍ତମ୍ଭ ଝଗଡ଼ମାଲି) ପାଠିକା-ପାଠକଙ୍କ ନିକଟରେ ପହଞ୍ଚାଇବାର ଏକ ଧରିତ୍ରୀର ପ୍ରୟାସ।: [13, 1440, 595, 1466]
- print-mark: [1201, 2322, 1209, 2330]
- astrologer-name: ଜ୍ୟୋତିର୍ବିଦ୍ୟା ବିଶାରଦ ପ୍ରଫେସର ପ୍ରଦୀପ କୁମାର ମହାପାତ୍ର: [1150, 179, 1402, 191]
- rashi-entry: [1090, 399, 1460, 558]
- event-item: • କଟକ ସଦରଙ୍କ ବିଭାଗ ଆନୁକୂଲ୍ୟରେ ଶ୍ରୀଶ୍ରୀ ଠାକୁର ଅନୁକୂଳଚନ୍ଦ୍ରଙ୍କ ଜନ୍ମ ପରିକ୍ରମା ସତ୍ସଙ୍ଗ, ସ୍ଥାନ: ଗୋପବନ୍ଧୁ ଶିକ୍ଷା ମନ୍ଦିର ହଲ, ଜଗତପୁର, ସମୟ: ସନ୍ଧ୍ୟା ୭ଟା ୩୦: [8, 253, 208, 308]
- event-item: • ମହିଳିୟା ଗାଉଁ ବୈଠକ, ସ୍ଥାନ: ଜିଲାପାଳଙ୍କ କାର୍ଯ୍ୟାଳୟ ପରିସର ସମ୍ମିଳନୀ କକ୍ଷ, ଜଗତ୍‌ସିଂହପୁର, ସମୟ: ପୂର୍ବାହ୍ନ ୧୧ଟା: [218, 295, 428, 337]
- rashi-entry: [1090, 1671, 1460, 1830]
- article-text: ଯୋଜନା ଏବଂ ଆବଣ୍ଟନ ପ୍ରଶାସନିକ ଅନୁମୋଦନ ପାଇଁ ଜିଲ୍ଲାପାଳଙ୍କ ନିକଟକୁ ପଠାଯିବ। ଅନୁଷ୍ଠାନ ଭିତ୍ତିରେ ଯୋଜନା ଅନୁମୋଦନ ହେବ। ବ୍ଲକ ସ୍ତରରେ ବିଡ଼ିଓଙ୍କୁ ଅଧିକ ଆର୍ଥିକ କ୍ଷମତା ଦିଆଯାଇଛି। ପଞ୍ଚାୟତ ସ୍ତରରେ ୫ ଲକ୍ଷ ଟଙ୍କା ପର୍ଯ୍ୟନ୍ତ କାମ ସରପଞ୍ଚ ଅନୁମୋଦନ କରିପାରିବେ। ପଞ୍ଚାୟତ ସମିତି ଅଧ୍ୟକ୍ଷ ୨୦ ଲକ୍ଷ ଟଙ୍କା ପର୍ଯ୍ୟନ୍ତ ଏବଂ ଜିଲ୍ଲା ପରିଷଦ ଅଧ୍ୟକ୍ଷ ୫୦ ଲକ୍ଷ ଟଙ୍କା ପର୍ଯ୍ୟନ୍ତ ଯୋଜନା ଅନୁମୋଦନ କରିପାରିବେ। ଏହାଦ୍ୱାରା ଉନ୍ନୟନ କାର୍ଯ୍ୟ ଦ୍ରୁତ ହେବ।: [610, 1945, 804, 2155]
- district-heading: ବାଲେଶ୍ୱର: [8, 398, 208, 422]
- event-item: • ଭାରତୀୟ ଟି-ଟେନ୍ ଟେନିସ୍ ବଲ୍ କ୍ରିକେଟ୍ ଚାମ୍ପିଅନସିପ୍, ସ୍ଥାନ: ଶ୍ରୀଜଗନ୍ନାଥ ପ୍ଲେଗ୍ରାଉଣ୍ଡ, ଚନ୍ଦନପୁର, ପୁରୀ, ସମୟ: ଅପରାହ୍ନ ୪ଟା: [8, 339, 208, 394]
- rashi-name: କର୍କଟ: [1093, 724, 1161, 746]
- event-item: • ରୋଟାରି କ୍ଲବ ପକ୍ଷରୁ ଶିକ୍ଷା ସଚେତନତା କାର୍ଯ୍ୟକ୍ରମ, ସ୍ଥାନ: ସୁବାସପାଲୀ, ସମୟ: ପୂର୍ବାହ୍ନ ୧୦ଟା: [670, 409, 870, 451]
- event-item: • ଏନ୍‌ଟି କନ୍ଦ୍ରକୁଲାରୀଙ୍କ ଅଣ ସରସ୍ୱତୀକରଣ ବିରୁଦ୍ଧ ଲୋକ ସଚେତନତା କାର୍ଯ୍ୟକ୍ରମ, ସ୍ଥାନ: ଯାଜପୁର ଆଇଟିଡି କନଫରେନ୍ସ ହଲ, ସମୟ: ସକାଳ ୧୦ଟା ୩୦: [452, 190, 660, 245]
- district-heading: କଟକ: [8, 227, 208, 251]
- rashi-badge: [1092, 882, 1162, 966]
- zodiac-icon: ♓: [1109, 2024, 1145, 2070]
- district-heading: କୋରାପୁଟ: [452, 571, 660, 595]
- events-column-4: [670, 145, 870, 805]
- article-excise-headline: [8, 816, 600, 904]
- rashi-entry: [1090, 1512, 1460, 1671]
- rashi-name: ସିଂହ: [1093, 883, 1161, 905]
- district-heading: ବରଗଡ଼: [670, 557, 870, 581]
- print-mark: [712, 2322, 720, 2330]
- headline: ଭୁବନେଶ୍ୱର 'ନ୍ୟୁ ସିଟି' ...: [610, 817, 801, 869]
- rashi-name: ମିଥୁନ: [1093, 565, 1161, 587]
- rashi-name: ବିଛା: [1093, 1360, 1161, 1382]
- masthead-divider: [180, 6, 183, 60]
- event-item: • ରେଲୱେ ସ୍ଥିତ ରୋଲିଷ୍ଟା ଶ୍ରମିକ ସଙ୍ଗଠନର ବୈଠକ, ସ୍ଥାନ: ସେକ୍ଟର-୧୮, ସମୟ: ସନ୍ଧ୍ୟା ୫ଟା: [670, 453, 870, 481]
- rule: [8, 1888, 600, 1890]
- zodiac-icon: ♈: [1109, 275, 1145, 321]
- zodiac-icon: ♐: [1109, 1547, 1145, 1593]
- jhagadamali-text-2: ବୟସ ବଢ଼ିଲେ ଏଣାର ପ୍ରଭାବ ଆଉ ପଡ଼ିଥାଏ। ଦୁଇଜଣ ଲୋକ ଯେଉଁ ଶାନ୍ତି ଭାବିଲେ ଶିଖିବାର ସୁଯୋଗ ଦରକାର, ସେମାନଙ୍କ ମନରେ ଦେଖାଯାଏ। ଏଣାର ଧାରଣା ଆବଶ୍ୟକ।: [8, 1659, 600, 1689]
- zodiac-icon: ♒: [1109, 1865, 1145, 1911]
- rashi-entry: [1090, 876, 1460, 1035]
- district-heading: ଜଗତ୍‌ସିଂହପୁର: [218, 268, 428, 292]
- astrologer-address: ମଙ୍ଗଳାପ୍ରସନ୍ନ ଶାସନ, କାହ୍ନଡା, ଗଞ୍ଜାମ: [1188, 193, 1364, 206]
